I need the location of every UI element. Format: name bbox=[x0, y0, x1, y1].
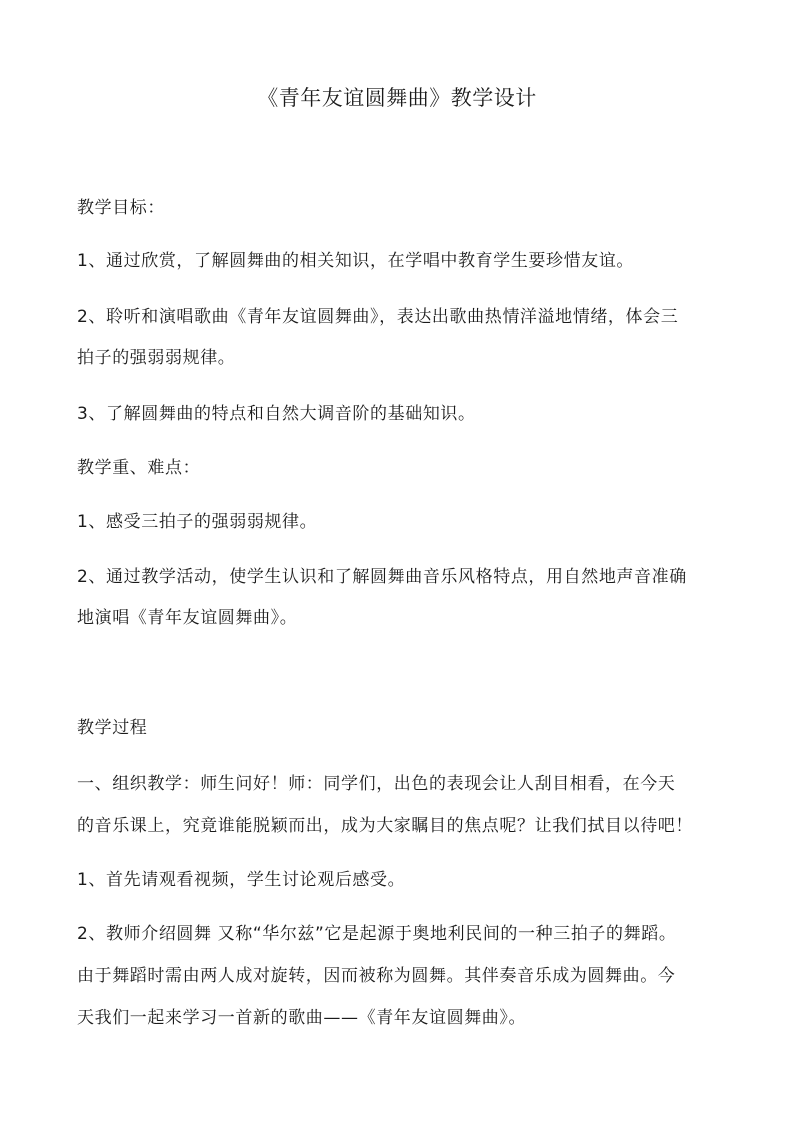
process-paragraph-1-line-1: 一、组织教学：师生问好！师：同学们，出色的表现会让人刮目相看，在今天 bbox=[77, 774, 676, 794]
objective-item-1: 1、通过欣赏，了解圆舞曲的相关知识，在学唱中教育学生要珍惜友谊。 bbox=[77, 251, 635, 271]
key-point-item-1: 1、感受三拍子的强弱弱规律。 bbox=[77, 512, 318, 532]
process-paragraph-3-line-2: 由于舞蹈时需由两人成对旋转，因而被称为圆舞。其伴奏音乐成为圆舞曲。今 bbox=[77, 966, 676, 986]
key-point-item-2-line-2: 地演唱《青年友谊圆舞曲》。 bbox=[77, 608, 298, 628]
key-points-heading: 教学重、难点： bbox=[77, 458, 201, 478]
objective-item-3: 3、了解圆舞曲的特点和自然大调音阶的基础知识。 bbox=[77, 404, 476, 424]
process-paragraph-3-line-1: 2、教师介绍圆舞 又称“华尔兹”它是起源于奥地利民间的一种三拍子的舞蹈。 bbox=[77, 924, 677, 944]
process-paragraph-2: 1、首先请观看视频，学生讨论观后感受。 bbox=[77, 870, 406, 890]
objective-item-2-line-2: 拍子的强弱弱规律。 bbox=[77, 348, 236, 368]
objectives-heading: 教学目标： bbox=[77, 198, 165, 218]
objective-item-2-line-1: 2、聆听和演唱歌曲《青年友谊圆舞曲》，表达出歌曲热情洋溢地情绪，体会三 bbox=[77, 307, 679, 327]
process-paragraph-3-line-3: 天我们一起来学习一首新的歌曲——《青年友谊圆舞曲》。 bbox=[77, 1008, 527, 1028]
document-title: 《青年友谊圆舞曲》教学设计 bbox=[257, 86, 537, 110]
process-paragraph-1-line-2: 的音乐课上，究竟谁能脱颖而出，成为大家瞩目的焦点呢？让我们拭目以待吧！ bbox=[77, 816, 693, 836]
process-heading: 教学过程 bbox=[77, 718, 148, 738]
key-point-item-2-line-1: 2、通过教学活动，使学生认识和了解圆舞曲音乐风格特点，用自然地声音准确 bbox=[77, 567, 687, 587]
